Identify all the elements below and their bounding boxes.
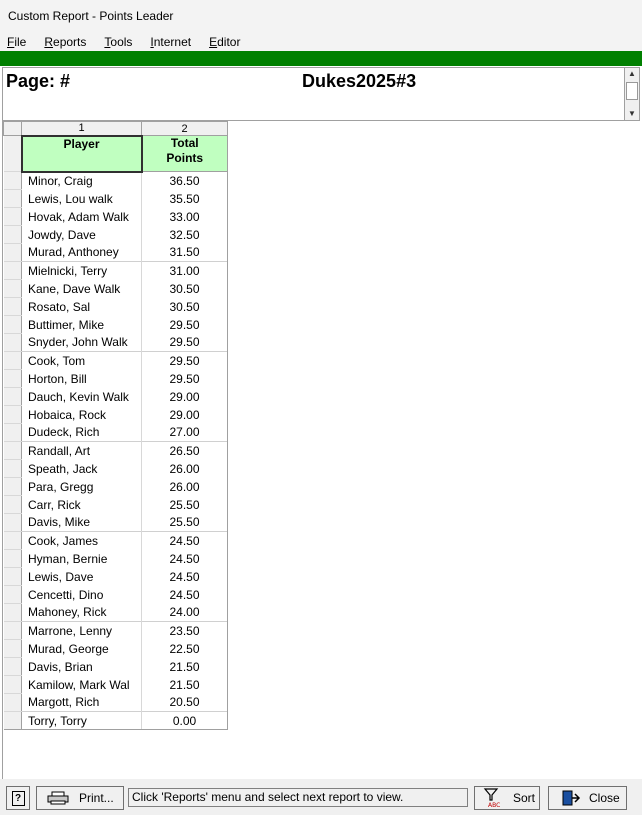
sort-label: Sort [513, 791, 536, 805]
row-header[interactable] [4, 658, 22, 676]
player-name-cell[interactable]: Buttimer, Mike [22, 316, 142, 334]
table-row[interactable] [4, 586, 228, 604]
player-name-cell[interactable]: Rosato, Sal [22, 298, 142, 316]
sort-filter-icon [483, 788, 509, 808]
player-name-cell[interactable]: Hobaica, Rock [22, 406, 142, 424]
row-header[interactable] [4, 262, 22, 280]
table-row[interactable] [4, 406, 228, 424]
total-points-cell[interactable]: 29.00 [142, 388, 228, 406]
row-header[interactable] [4, 316, 22, 334]
points-column-header[interactable]: Total Points [142, 136, 228, 172]
row-header[interactable] [4, 532, 22, 550]
close-button[interactable] [548, 786, 627, 810]
total-points-cell[interactable]: 29.50 [142, 316, 228, 334]
table-row[interactable] [4, 640, 228, 658]
player-name-cell[interactable]: Torry, Torry [22, 712, 142, 730]
table-row[interactable] [4, 550, 228, 568]
status-bar [0, 779, 642, 815]
player-name-cell[interactable]: Margott, Rich [22, 694, 142, 712]
row-header[interactable] [4, 388, 22, 406]
menu-tools[interactable]: Tools [104, 34, 133, 49]
row-header[interactable] [4, 226, 22, 244]
points-grid [3, 121, 228, 730]
report-grid-area [2, 121, 640, 779]
menu-bar [0, 32, 642, 51]
row-header[interactable] [4, 406, 22, 424]
sort-button[interactable] [474, 786, 540, 810]
table-row[interactable] [4, 622, 228, 640]
player-name-cell[interactable]: Randall, Art [22, 442, 142, 460]
printer-icon [47, 791, 69, 805]
row-header[interactable] [4, 712, 22, 730]
player-name-cell[interactable]: Hyman, Bernie [22, 550, 142, 568]
table-row[interactable] [4, 442, 228, 460]
player-name-cell[interactable]: Cook, Tom [22, 352, 142, 370]
row-header[interactable] [4, 244, 22, 262]
player-name-cell[interactable]: Davis, Brian [22, 658, 142, 676]
row-header[interactable] [4, 568, 22, 586]
player-name-cell[interactable]: Para, Gregg [22, 478, 142, 496]
total-points-cell[interactable]: 24.50 [142, 550, 228, 568]
menu-reports[interactable]: Reports [44, 34, 87, 49]
table-row[interactable] [4, 226, 228, 244]
total-points-cell[interactable]: 33.00 [142, 208, 228, 226]
scroll-down-icon[interactable]: ▼ [628, 109, 636, 118]
table-row[interactable] [4, 532, 228, 550]
row-header[interactable] [4, 640, 22, 658]
total-points-cell[interactable]: 35.50 [142, 190, 228, 208]
row-header[interactable] [4, 172, 22, 190]
row-header[interactable] [4, 370, 22, 388]
row-header[interactable] [4, 622, 22, 640]
table-row[interactable] [4, 208, 228, 226]
scroll-thumb[interactable] [626, 82, 638, 100]
total-points-cell[interactable]: 25.50 [142, 514, 228, 532]
table-row[interactable] [4, 262, 228, 280]
row-header[interactable] [4, 460, 22, 478]
total-points-cell[interactable]: 24.00 [142, 604, 228, 622]
row-header[interactable] [4, 442, 22, 460]
row-header[interactable] [4, 478, 22, 496]
row-header[interactable] [4, 298, 22, 316]
header-scrollbar[interactable] [624, 67, 640, 121]
total-points-cell[interactable]: 36.50 [142, 172, 228, 190]
total-points-cell[interactable]: 24.50 [142, 568, 228, 586]
player-name-cell[interactable]: Cencetti, Dino [22, 586, 142, 604]
total-points-cell[interactable]: 23.50 [142, 622, 228, 640]
row-header[interactable] [4, 586, 22, 604]
row-header[interactable] [4, 514, 22, 532]
table-row[interactable] [4, 694, 228, 712]
player-name-cell[interactable]: Carr, Rick [22, 496, 142, 514]
player-name-cell[interactable]: Marrone, Lenny [22, 622, 142, 640]
status-message: Click 'Reports' menu and select next report to view. [128, 788, 468, 807]
total-points-cell[interactable]: 29.50 [142, 352, 228, 370]
total-points-cell[interactable]: 24.50 [142, 586, 228, 604]
total-points-cell[interactable]: 26.00 [142, 460, 228, 478]
window-titlebar [0, 0, 642, 32]
close-door-icon [561, 789, 581, 807]
print-button[interactable] [36, 786, 124, 810]
table-row[interactable] [4, 280, 228, 298]
player-name-cell[interactable]: Jowdy, Dave [22, 226, 142, 244]
player-name-cell[interactable]: Snyder, John Walk [22, 334, 142, 352]
menu-internet[interactable]: Internet [150, 34, 192, 49]
total-points-cell[interactable]: 27.00 [142, 424, 228, 442]
row-header[interactable] [4, 550, 22, 568]
total-points-cell[interactable]: 21.50 [142, 676, 228, 694]
table-row[interactable] [4, 334, 228, 352]
total-points-cell[interactable]: 30.50 [142, 280, 228, 298]
scroll-up-icon[interactable]: ▲ [628, 69, 636, 78]
table-row[interactable] [4, 568, 228, 586]
row-header[interactable] [4, 136, 22, 172]
row-header[interactable] [4, 694, 22, 712]
player-name-cell[interactable]: Horton, Bill [22, 370, 142, 388]
table-row[interactable] [4, 172, 228, 190]
total-points-cell[interactable]: 22.50 [142, 640, 228, 658]
player-name-cell[interactable]: Kane, Dave Walk [22, 280, 142, 298]
player-column-header[interactable]: Player [22, 136, 142, 172]
table-row[interactable] [4, 712, 228, 730]
player-name-cell[interactable]: Murad, George [22, 640, 142, 658]
window-title: Custom Report - Points Leader [8, 9, 174, 23]
total-points-cell[interactable]: 21.50 [142, 658, 228, 676]
table-row[interactable] [4, 190, 228, 208]
row-header[interactable] [4, 208, 22, 226]
row-header[interactable] [4, 496, 22, 514]
table-row[interactable] [4, 676, 228, 694]
table-row[interactable] [4, 514, 228, 532]
player-name-cell[interactable]: Lewis, Lou walk [22, 190, 142, 208]
menu-file[interactable]: File [7, 34, 27, 49]
player-name-cell[interactable]: Kamilow, Mark Wal [22, 676, 142, 694]
table-row[interactable] [4, 316, 228, 334]
player-name-cell[interactable]: Cook, James [22, 532, 142, 550]
total-points-cell[interactable]: 32.50 [142, 226, 228, 244]
close-label: Close [589, 791, 620, 805]
player-name-cell[interactable]: Murad, Anthoney [22, 244, 142, 262]
row-header[interactable] [4, 190, 22, 208]
total-points-cell[interactable]: 29.00 [142, 406, 228, 424]
green-header-band [0, 51, 642, 66]
report-title: Dukes2025#3 [302, 71, 417, 91]
help-icon: ? [12, 791, 25, 806]
column-number-2[interactable]: 2 [142, 122, 228, 136]
row-header[interactable] [4, 352, 22, 370]
help-button[interactable] [6, 786, 30, 810]
report-header-pane [2, 67, 624, 121]
total-points-cell[interactable]: 31.00 [142, 262, 228, 280]
total-points-cell[interactable]: 26.50 [142, 442, 228, 460]
table-row[interactable] [4, 370, 228, 388]
row-header[interactable] [4, 676, 22, 694]
row-header[interactable] [4, 604, 22, 622]
corner-cell [4, 122, 22, 136]
table-row[interactable] [4, 244, 228, 262]
column-number-1[interactable]: 1 [22, 122, 142, 136]
total-points-cell[interactable]: 0.00 [142, 712, 228, 730]
total-points-cell[interactable]: 25.50 [142, 496, 228, 514]
player-name-cell[interactable]: Hovak, Adam Walk [22, 208, 142, 226]
total-points-cell[interactable]: 29.50 [142, 334, 228, 352]
total-points-cell[interactable]: 20.50 [142, 694, 228, 712]
player-name-cell[interactable]: Minor, Craig [22, 172, 142, 190]
table-row[interactable] [4, 604, 228, 622]
table-row[interactable] [4, 298, 228, 316]
total-points-cell[interactable]: 30.50 [142, 298, 228, 316]
table-row[interactable] [4, 496, 228, 514]
menu-editor[interactable]: Editor [209, 34, 241, 49]
table-row[interactable] [4, 460, 228, 478]
row-header[interactable] [4, 424, 22, 442]
total-points-cell[interactable]: 24.50 [142, 532, 228, 550]
player-name-cell[interactable]: Speath, Jack [22, 460, 142, 478]
total-points-cell[interactable]: 31.50 [142, 244, 228, 262]
svg-text:ABC: ABC [488, 802, 501, 808]
player-name-cell[interactable]: Lewis, Dave [22, 568, 142, 586]
table-row[interactable] [4, 424, 228, 442]
player-name-cell[interactable]: Davis, Mike [22, 514, 142, 532]
row-header[interactable] [4, 280, 22, 298]
print-label: Print... [79, 791, 114, 805]
total-points-cell[interactable]: 29.50 [142, 370, 228, 388]
page-label: Page: # [6, 71, 71, 91]
table-row[interactable] [4, 388, 228, 406]
player-name-cell[interactable]: Dauch, Kevin Walk [22, 388, 142, 406]
table-row[interactable] [4, 478, 228, 496]
player-name-cell[interactable]: Dudeck, Rich [22, 424, 142, 442]
player-name-cell[interactable]: Mahoney, Rick [22, 604, 142, 622]
table-row[interactable] [4, 352, 228, 370]
table-row[interactable] [4, 658, 228, 676]
row-header[interactable] [4, 334, 22, 352]
total-points-cell[interactable]: 26.00 [142, 478, 228, 496]
player-name-cell[interactable]: Mielnicki, Terry [22, 262, 142, 280]
